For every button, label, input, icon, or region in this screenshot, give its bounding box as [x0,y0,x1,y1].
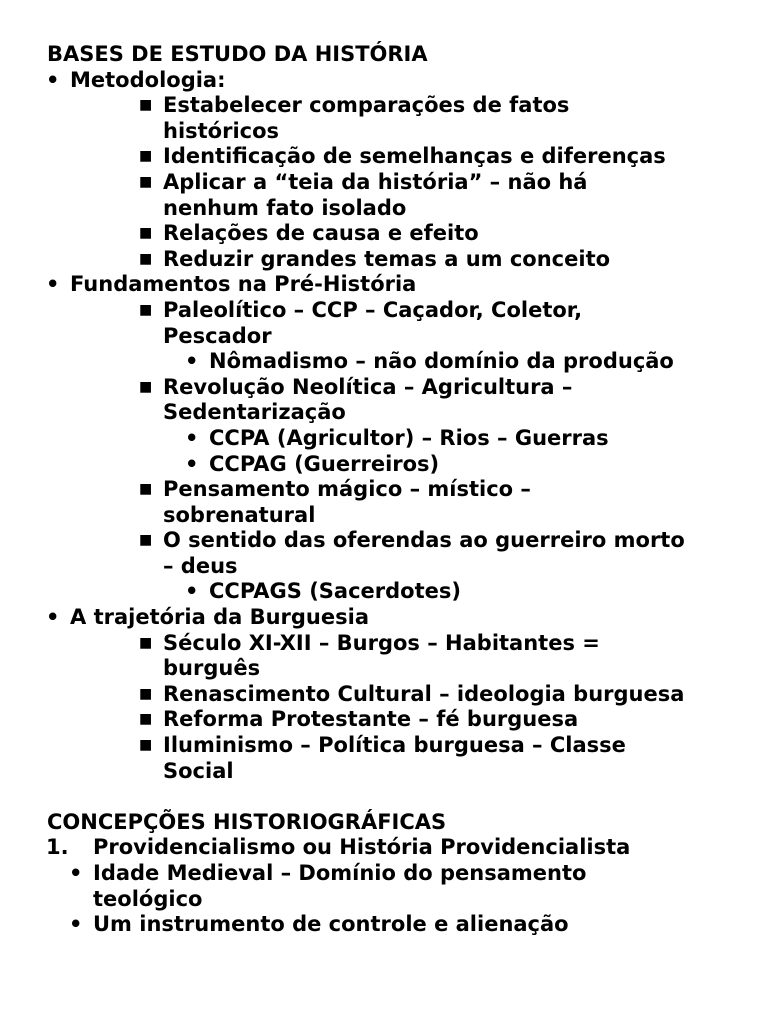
list-item-continuation: históricos [163,118,280,143]
list-item: • Nômadismo – não domínio da produção [185,349,674,374]
list-item: ■ Reduzir grandes temas a um conceito [139,246,611,271]
square-bullet-icon: ■ [139,301,153,318]
list-item-continuation: nenhum fato isolado [163,195,407,220]
bullet-icon: • [185,425,199,450]
list-item-continuation: teológico [93,886,203,911]
square-bullet-icon: ■ [139,250,153,267]
list-item: ■ Reforma Protestante – fé burguesa [139,707,579,732]
list-item: ■ Revolução Neolítica – Agricultura – [139,374,573,399]
square-bullet-icon: ■ [139,685,153,702]
square-bullet-icon: ■ [139,225,153,242]
bullet-icon: • [46,67,60,92]
list-item: ■ Século XI-XII – Burgos – Habitantes = [139,630,600,655]
list-item: • Um instrumento de controle e alienação [69,912,569,937]
list-item: ■ Aplicar a “teia da história” – não há [139,169,588,194]
square-bullet-icon: ■ [139,173,153,190]
list-item: ■ Pensamento mágico – místico – [139,477,531,502]
list-item: ■ Relações de causa e efeito [139,221,479,246]
square-bullet-icon: ■ [139,532,153,549]
list-item: ■ Iluminismo – Política burguesa – Classe [139,733,626,758]
bullet-icon: • [46,272,60,297]
square-bullet-icon: ■ [139,634,153,651]
list-item-continuation: – deus [163,553,238,578]
list-item: • Fundamentos na Pré-História [46,272,417,297]
bullet-icon: • [46,605,60,630]
paragraph-spacer [0,784,768,810]
list-item-continuation: sobrenatural [163,502,316,527]
list-item: ■ Identificação de semelhanças e diferenças [139,144,666,169]
list-item: ■ Paleolítico – CCP – Caçador, Coletor, [139,297,583,322]
section-title: CONCEPÇÕES HISTORIOGRÁFICAS [47,809,447,834]
list-item: • Idade Medieval – Domínio do pensamento [69,861,587,885]
bullet-icon: • [69,861,83,885]
section-title: BASES DE ESTUDO DA HISTÓRIA [47,42,428,66]
numbered-item: 1. Providencialismo ou História Providencialista [46,835,631,860]
square-bullet-icon: ■ [139,737,153,754]
bullet-icon: • [185,349,199,374]
bullet-icon: • [185,579,199,604]
list-item-continuation: burguês [163,656,261,681]
square-bullet-icon: ■ [139,148,153,165]
square-bullet-icon: ■ [139,97,153,114]
bullet-icon: • [69,912,83,937]
list-item: • A trajetória da Burguesia [46,605,369,630]
list-item-continuation: Pescador [163,323,272,348]
list-item: ■ Estabelecer comparações de fatos [139,93,570,118]
list-number: 1. [46,835,69,860]
bullet-icon: • [185,451,199,476]
list-item: • CCPAGS (Sacerdotes) [185,579,461,604]
list-item: • CCPA (Agricultor) – Rios – Guerras [185,425,609,450]
square-bullet-icon: ■ [139,378,153,395]
list-item: ■ O sentido das oferendas ao guerreiro morto [139,528,685,553]
list-item-continuation: Sedentarização [163,400,346,425]
list-item-continuation: Social [163,758,234,783]
square-bullet-icon: ■ [139,481,153,498]
square-bullet-icon: ■ [139,711,153,728]
list-item: • CCPAG (Guerreiros) [185,451,440,476]
document-page [0,42,768,938]
list-item: ■ Renascimento Cultural – ideologia burguesa [139,681,685,706]
list-item: • Metodologia: [46,67,226,92]
